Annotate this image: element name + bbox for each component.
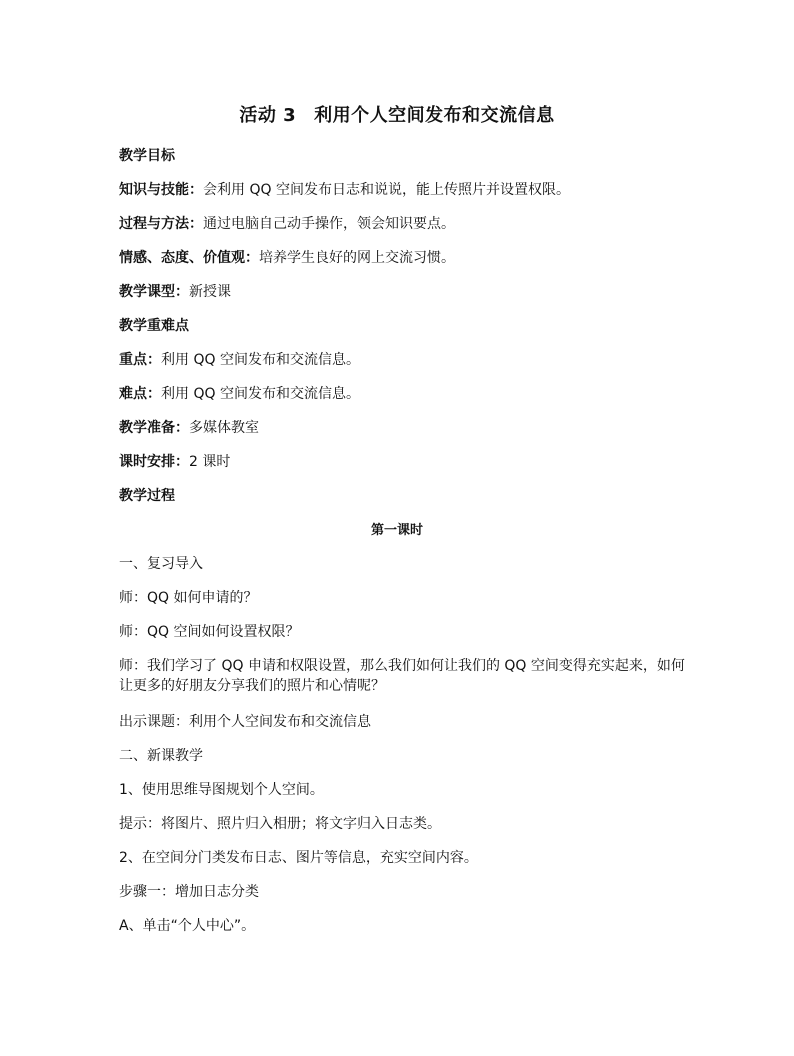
teaching-process-heading: 教学过程 bbox=[119, 488, 175, 504]
preparation-line bbox=[119, 418, 689, 438]
lesson-type-text: 新授课 bbox=[189, 284, 231, 300]
lesson-type-label: 教学课型： bbox=[119, 284, 189, 300]
title-part-1: 活动 3 bbox=[239, 105, 297, 126]
difficult-point-line bbox=[119, 384, 689, 404]
question-1: 师：QQ 如何申请的？ bbox=[119, 590, 258, 606]
prep-text: 多媒体教室 bbox=[189, 420, 259, 436]
question-2: 师：QQ 空间如何设置权限？ bbox=[119, 624, 300, 640]
schedule-text: 2 课时 bbox=[189, 454, 231, 470]
process-label: 过程与方法： bbox=[119, 216, 203, 232]
process-method-line bbox=[119, 214, 689, 234]
schedule-label: 课时安排： bbox=[119, 454, 189, 470]
difficult-text: 利用 QQ 空间发布和交流信息。 bbox=[161, 386, 360, 402]
section-review: 一、复习导入 bbox=[119, 556, 203, 572]
section-new-lesson: 二、新课教学 bbox=[119, 748, 203, 764]
emotion-text: 培养学生良好的网上交流习惯。 bbox=[259, 250, 455, 266]
document-title bbox=[0, 101, 794, 127]
step-a-line: A、单击“个人中心”。 bbox=[119, 918, 256, 934]
key-difficult-heading: 教学重难点 bbox=[119, 318, 189, 334]
knowledge-label: 知识与技能： bbox=[119, 182, 203, 198]
difficult-label: 难点： bbox=[119, 386, 161, 402]
key-label: 重点： bbox=[119, 352, 161, 368]
list-item-2: 2、在空间分门类发布日志、图片等信息，充实空间内容。 bbox=[119, 850, 478, 866]
first-lesson-heading: 第一课时 bbox=[370, 523, 423, 538]
knowledge-text: 会利用 QQ 空间发布日志和说说，能上传照片并设置权限。 bbox=[203, 182, 570, 198]
lesson-type-line bbox=[119, 282, 689, 302]
show-topic-line: 出示课题：利用个人空间发布和交流信息 bbox=[119, 714, 371, 730]
question-3: 师：我们学习了 QQ 申请和权限设置，那么我们如何让我们的 QQ 空间变得充实起来，如何让更多的好朋友分享我们的照片和心情呢？ bbox=[119, 658, 685, 694]
key-text: 利用 QQ 空间发布和交流信息。 bbox=[161, 352, 360, 368]
prep-label: 教学准备： bbox=[119, 420, 189, 436]
hint-line: 提示：将图片、照片归入相册；将文字归入日志类。 bbox=[119, 816, 441, 832]
emotion-values-line bbox=[119, 248, 689, 268]
process-text: 通过电脑自己动手操作，领会知识要点。 bbox=[203, 216, 455, 232]
emotion-label: 情感、态度、价值观： bbox=[119, 250, 259, 266]
teaching-goals-heading: 教学目标 bbox=[119, 148, 175, 164]
step-1-line: 步骤一：增加日志分类 bbox=[119, 884, 259, 900]
key-point-line bbox=[119, 350, 689, 370]
list-item-1: 1、使用思维导图规划个人空间。 bbox=[119, 782, 324, 798]
title-part-2: 利用个人空间发布和交流信息 bbox=[314, 105, 555, 126]
knowledge-skills-line bbox=[119, 180, 689, 200]
schedule-line bbox=[119, 452, 689, 472]
